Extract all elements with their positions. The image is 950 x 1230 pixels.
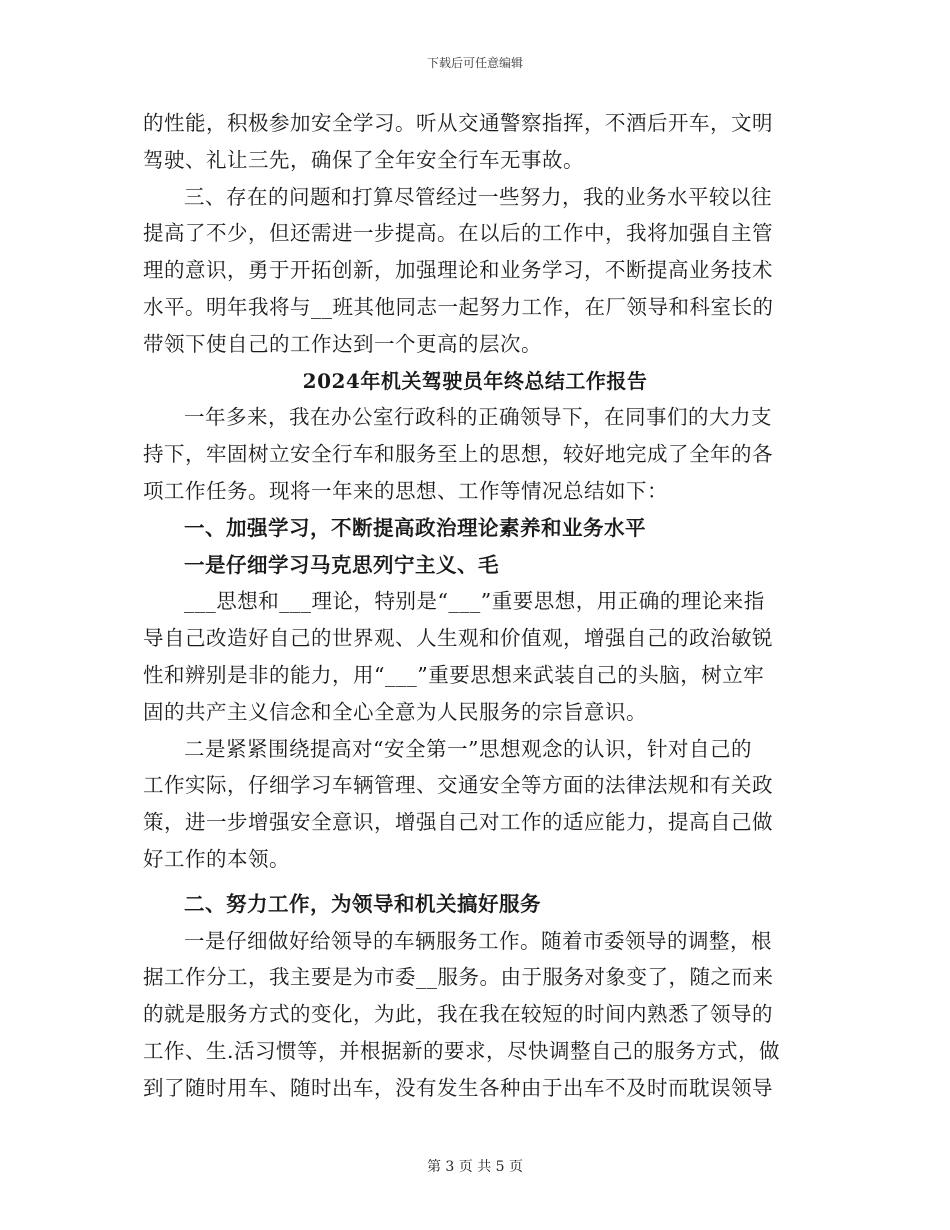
page-header: 下载后可任意编辑: [426, 56, 523, 70]
subsection-heading: 一是仔细学习马克思列宁主义、毛: [184, 552, 499, 577]
paragraph-line: 固的共产主义信念和全心全意为人民服务的宗旨意识。: [143, 699, 647, 724]
paragraph-line: 理的意识，勇于开拓创新，加强理论和业务学习，不断提高业务技术: [143, 258, 773, 283]
page-number: 第 3 页 共 5 页: [426, 1159, 524, 1175]
paragraph-line: 一年多来，我在办公室行政科的正确领导下，在同事们的大力支: [184, 405, 772, 430]
paragraph-line: 性和辨别是非的能力，用“___”重要思想来武装自己的头脑，树立牢: [143, 662, 765, 687]
paragraph-line: 提高了不少，但还需进一步提高。在以后的工作中，我将加强自主管: [143, 221, 773, 246]
paragraph-line: 到了随时用车、随时出车，没有发生各种由于出车不及时而耽误领导: [143, 1075, 773, 1100]
paragraph-line: 驾驶、礼让三先，确保了全年安全行车无事故。: [143, 147, 584, 172]
report-title: 2024年机关驾驶员年终总结工作报告: [302, 368, 648, 393]
paragraph-line: 水平。明年我将与__班其他同志一起努力工作，在厂领导和科室长的: [143, 294, 774, 319]
paragraph-line: 的就是服务方式的变化，为此，我在我在较短的时间内熟悉了领导的: [143, 1002, 773, 1027]
paragraph-line: 三、存在的问题和打算尽管经过一些努力，我的业务水平较以往: [184, 184, 772, 209]
paragraph-line: ___思想和___理论，特别是“___”重要思想，用正确的理论来指: [184, 589, 765, 614]
paragraph-line: 持下，牢固树立安全行车和服务至上的思想，较好地完成了全年的各: [143, 442, 773, 467]
paragraph-line: 项工作任务。现将一年来的思想、工作等情况总结如下：: [143, 478, 668, 503]
paragraph-line: 带领下使自己的工作达到一个更高的层次。: [143, 331, 542, 356]
paragraph-line: 的性能，积极参加安全学习。听从交通警察指挥，不酒后开车，文明: [143, 111, 773, 135]
section-heading: 二、努力工作，为领导和机关搞好服务: [184, 891, 541, 916]
paragraph-line: 一是仔细做好给领导的车辆服务工作。随着市委领导的调整，根: [184, 928, 772, 953]
paragraph-line: 据工作分工，我主要是为市委__服务。由于服务对象变了，随之而来: [143, 965, 774, 990]
paragraph-line: 工作、生.活习惯等，并根据新的要求，尽快调整自己的服务方式，做: [143, 1038, 781, 1063]
paragraph-line: 导自己改造好自己的世界观、人生观和价值观，增强自己的政治敏锐: [143, 626, 773, 651]
paragraph-line: 策，进一步增强安全意识，增强自己对工作的适应能力，提高自己做: [143, 810, 773, 835]
paragraph-line: 好工作的本领。: [143, 846, 290, 871]
document-body: [143, 105, 807, 1107]
paragraph-line: 二是紧紧围绕提高对“安全第一”思想观念的认识，针对自己的: [184, 736, 752, 761]
section-heading: 一、加强学习，不断提高政治理论素养和业务水平: [184, 515, 646, 540]
paragraph-line: 工作实际，仔细学习车辆管理、交通安全等方面的法律法规和有关政: [143, 773, 773, 798]
